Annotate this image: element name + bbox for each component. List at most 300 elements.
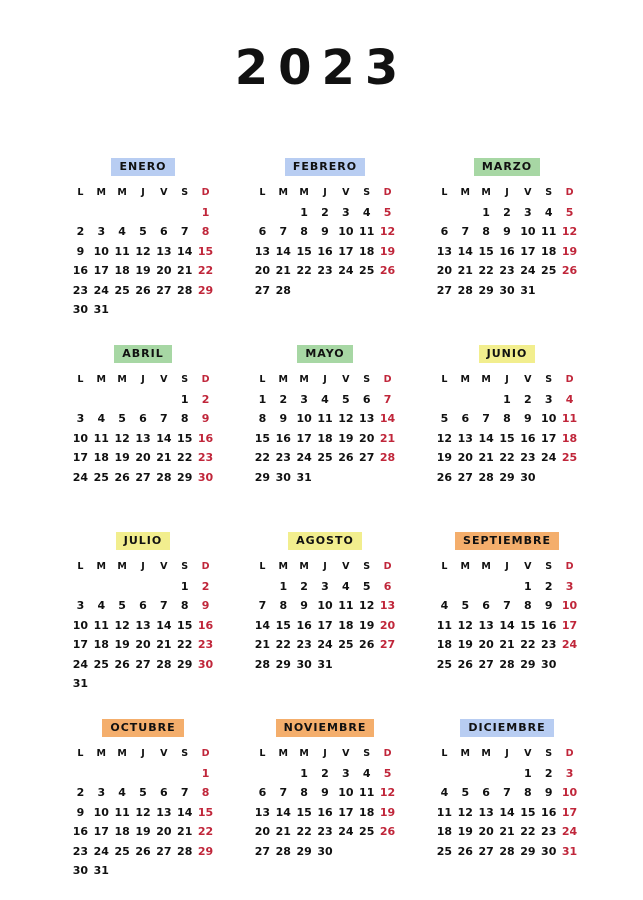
weekday-header: D xyxy=(565,374,574,385)
day-cell: 19 xyxy=(457,825,473,838)
day-cell: 18 xyxy=(338,618,354,632)
day-cell: 27 xyxy=(135,470,151,484)
day-cell: 19 xyxy=(338,431,354,445)
month-name: ENERO xyxy=(111,158,174,176)
day-cell: 20 xyxy=(457,451,473,464)
weekday-header: L xyxy=(441,374,448,385)
weekday-header: D xyxy=(383,748,392,759)
day-cell: 2 xyxy=(201,579,210,593)
empty-cell xyxy=(91,764,112,784)
day-cell: 13 xyxy=(156,244,172,258)
weekday-header: M xyxy=(481,748,491,759)
day-cell: 9 xyxy=(544,786,553,799)
day-cell: 4 xyxy=(544,205,553,219)
day-cell: 19 xyxy=(457,638,473,651)
day-cell: 12 xyxy=(135,244,151,258)
day-cell: 25 xyxy=(93,470,109,484)
day-cell: 6 xyxy=(160,225,168,238)
day-cell: 28 xyxy=(177,283,193,297)
day-cell: 24 xyxy=(541,451,557,464)
empty-cell xyxy=(476,764,497,784)
day-cell: 3 xyxy=(565,579,574,593)
weekday-header: V xyxy=(342,561,350,572)
day-grid xyxy=(70,183,216,320)
weekday-header: V xyxy=(160,748,168,759)
day-cell: 16 xyxy=(72,264,89,277)
day-cell: 10 xyxy=(317,599,333,612)
day-cell: 5 xyxy=(342,392,350,406)
day-cell: 9 xyxy=(76,805,85,819)
empty-cell xyxy=(497,764,518,784)
day-cell: 25 xyxy=(436,657,453,671)
day-cell: 17 xyxy=(72,451,89,464)
day-cell: 25 xyxy=(338,638,354,651)
day-cell: 23 xyxy=(520,451,536,464)
weekday-header: J xyxy=(323,374,327,385)
day-cell: 29 xyxy=(254,470,271,484)
day-cell: 27 xyxy=(254,283,271,297)
day-cell: 7 xyxy=(503,786,511,799)
month-name: OCTUBRE xyxy=(102,719,183,737)
day-cell: 19 xyxy=(436,451,453,464)
day-cell: 17 xyxy=(561,618,578,632)
day-cell: 15 xyxy=(520,805,536,819)
day-cell: 15 xyxy=(197,244,214,258)
day-cell: 9 xyxy=(279,412,288,425)
day-cell: 25 xyxy=(359,825,375,838)
weekday-header: L xyxy=(259,748,266,759)
empty-cell xyxy=(434,764,455,784)
day-cell: 4 xyxy=(440,786,449,799)
day-cell: 8 xyxy=(482,225,490,238)
empty-cell xyxy=(133,764,154,784)
day-cell: 14 xyxy=(499,805,515,819)
weekday-header: D xyxy=(565,748,574,759)
weekday-header: V xyxy=(524,187,532,198)
day-cell: 19 xyxy=(379,244,396,258)
day-cell: 6 xyxy=(139,599,147,612)
day-cell: 6 xyxy=(258,786,267,799)
day-cell: 27 xyxy=(478,844,494,858)
day-cell: 21 xyxy=(499,825,515,838)
day-cell: 3 xyxy=(524,205,532,219)
weekday-header: L xyxy=(77,187,84,198)
day-cell: 17 xyxy=(93,825,109,838)
weekday-header: S xyxy=(181,561,189,572)
empty-cell xyxy=(70,203,91,223)
month-enero xyxy=(70,158,216,336)
day-cell: 16 xyxy=(541,618,557,632)
day-cell: 26 xyxy=(457,844,473,858)
day-cell: 11 xyxy=(338,599,354,612)
day-cell: 20 xyxy=(135,638,151,651)
day-cell: 31 xyxy=(520,283,536,297)
month-name: SEPTIEMBRE xyxy=(455,532,559,550)
day-cell: 8 xyxy=(201,225,210,238)
day-cell: 30 xyxy=(72,864,89,877)
day-cell: 12 xyxy=(379,786,396,799)
day-cell: 28 xyxy=(499,844,515,858)
day-cell: 9 xyxy=(201,599,210,612)
day-cell: 19 xyxy=(135,264,151,277)
day-cell: 20 xyxy=(135,451,151,464)
weekday-header: D xyxy=(383,561,392,572)
weekday-header: J xyxy=(141,748,145,759)
day-cell: 25 xyxy=(359,264,375,277)
day-cell: 18 xyxy=(93,638,109,651)
weekday-header: D xyxy=(201,748,210,759)
day-cell: 18 xyxy=(359,805,375,819)
day-cell: 15 xyxy=(197,805,214,819)
day-cell: 22 xyxy=(520,825,536,838)
day-cell: 31 xyxy=(72,677,89,690)
day-cell: 22 xyxy=(499,451,515,464)
empty-cell xyxy=(70,390,91,410)
day-cell: 19 xyxy=(135,825,151,838)
day-cell: 28 xyxy=(177,844,193,858)
day-cell: 27 xyxy=(254,844,271,858)
empty-cell xyxy=(91,390,112,410)
day-cell: 16 xyxy=(72,825,89,838)
day-cell: 13 xyxy=(359,412,375,425)
day-cell: 11 xyxy=(93,618,109,632)
day-cell: 8 xyxy=(524,786,532,799)
day-cell: 14 xyxy=(499,618,515,632)
day-cell: 17 xyxy=(520,244,536,258)
day-grid xyxy=(434,183,580,300)
empty-cell xyxy=(153,203,174,223)
empty-cell xyxy=(133,203,154,223)
day-cell: 17 xyxy=(561,805,578,819)
day-grid xyxy=(70,744,216,881)
day-cell: 5 xyxy=(118,599,126,612)
day-cell: 10 xyxy=(520,225,536,238)
day-cell: 7 xyxy=(383,392,392,406)
day-cell: 6 xyxy=(482,599,490,612)
day-cell: 22 xyxy=(254,451,271,464)
weekday-header: M xyxy=(96,374,106,385)
day-cell: 13 xyxy=(135,618,151,632)
day-cell: 17 xyxy=(338,244,354,258)
day-cell: 6 xyxy=(440,225,449,238)
day-cell: 4 xyxy=(118,786,126,799)
day-cell: 9 xyxy=(321,786,329,799)
day-cell: 4 xyxy=(97,599,106,612)
day-cell: 30 xyxy=(499,283,515,297)
day-cell: 1 xyxy=(201,205,210,219)
day-cell: 11 xyxy=(541,225,557,238)
day-cell: 27 xyxy=(156,844,172,858)
month-octubre xyxy=(70,719,216,897)
day-cell: 28 xyxy=(457,283,473,297)
day-cell: 22 xyxy=(177,451,193,464)
day-cell: 1 xyxy=(279,579,288,593)
day-cell: 16 xyxy=(317,244,333,258)
day-cell: 5 xyxy=(440,412,449,425)
day-cell: 13 xyxy=(457,431,473,445)
day-cell: 24 xyxy=(520,264,536,277)
day-cell: 7 xyxy=(279,786,288,799)
day-cell: 10 xyxy=(93,805,109,819)
day-cell: 18 xyxy=(359,244,375,258)
day-cell: 15 xyxy=(177,431,193,445)
day-cell: 26 xyxy=(135,844,151,858)
weekday-header: M xyxy=(117,561,127,572)
day-cell: 28 xyxy=(275,283,291,297)
day-cell: 4 xyxy=(440,599,449,612)
month-name: DICIEMBRE xyxy=(460,719,553,737)
day-cell: 24 xyxy=(338,264,354,277)
day-cell: 27 xyxy=(436,283,453,297)
day-cell: 1 xyxy=(300,205,308,219)
day-cell: 30 xyxy=(296,657,312,671)
day-cell: 26 xyxy=(561,264,578,277)
day-cell: 13 xyxy=(478,618,494,632)
day-cell: 3 xyxy=(97,225,106,238)
day-cell: 9 xyxy=(300,599,308,612)
day-cell: 14 xyxy=(275,805,291,819)
day-cell: 14 xyxy=(379,412,396,425)
day-cell: 21 xyxy=(275,825,291,838)
day-cell: 18 xyxy=(93,451,109,464)
day-cell: 28 xyxy=(254,657,271,671)
day-cell: 18 xyxy=(541,244,557,258)
day-cell: 12 xyxy=(114,618,130,632)
day-grid xyxy=(434,370,580,487)
day-cell: 2 xyxy=(279,392,288,406)
day-cell: 29 xyxy=(197,283,214,297)
day-cell: 21 xyxy=(156,451,172,464)
day-grid xyxy=(252,370,398,487)
day-cell: 4 xyxy=(118,225,126,238)
day-cell: 23 xyxy=(197,638,214,651)
day-cell: 12 xyxy=(457,805,473,819)
day-cell: 17 xyxy=(296,431,312,445)
day-cell: 16 xyxy=(499,244,515,258)
weekday-header: M xyxy=(460,748,470,759)
day-cell: 1 xyxy=(300,766,308,780)
weekday-header: M xyxy=(278,561,288,572)
day-cell: 2 xyxy=(544,579,553,593)
day-cell: 23 xyxy=(72,283,89,297)
day-grid xyxy=(70,557,216,694)
day-cell: 30 xyxy=(541,657,557,671)
day-cell: 7 xyxy=(160,599,168,612)
day-cell: 3 xyxy=(321,579,329,593)
day-cell: 1 xyxy=(258,392,267,406)
day-cell: 3 xyxy=(544,392,553,406)
day-cell: 4 xyxy=(362,766,371,780)
weekday-header: M xyxy=(96,561,106,572)
day-cell: 5 xyxy=(461,786,470,799)
day-cell: 11 xyxy=(317,412,333,425)
day-cell: 23 xyxy=(541,825,557,838)
day-cell: 6 xyxy=(383,579,392,593)
weekday-header: J xyxy=(505,748,509,759)
empty-cell xyxy=(434,390,455,410)
day-cell: 15 xyxy=(296,244,312,258)
empty-cell xyxy=(133,577,154,597)
day-cell: 13 xyxy=(379,599,396,612)
weekday-header: V xyxy=(342,374,350,385)
day-cell: 14 xyxy=(177,244,193,258)
empty-cell xyxy=(70,577,91,597)
day-cell: 22 xyxy=(275,638,291,651)
weekday-header: M xyxy=(299,187,309,198)
day-cell: 14 xyxy=(156,431,172,445)
weekday-header: M xyxy=(96,748,106,759)
empty-cell xyxy=(112,577,133,597)
day-cell: 3 xyxy=(97,786,106,799)
empty-cell xyxy=(273,203,294,223)
day-cell: 2 xyxy=(544,766,553,780)
day-cell: 13 xyxy=(135,431,151,445)
day-cell: 12 xyxy=(379,225,396,238)
day-cell: 27 xyxy=(457,470,473,484)
empty-cell xyxy=(252,577,273,597)
weekday-header: M xyxy=(299,561,309,572)
day-cell: 18 xyxy=(114,825,130,838)
empty-cell xyxy=(476,577,497,597)
day-cell: 20 xyxy=(254,264,271,277)
day-cell: 2 xyxy=(321,205,329,219)
weekday-header: M xyxy=(460,374,470,385)
day-cell: 15 xyxy=(254,431,271,445)
day-cell: 9 xyxy=(503,225,511,238)
day-cell: 14 xyxy=(457,244,473,258)
day-cell: 26 xyxy=(436,470,453,484)
day-cell: 1 xyxy=(482,205,490,219)
weekday-header: J xyxy=(505,187,509,198)
day-cell: 26 xyxy=(379,264,396,277)
day-cell: 22 xyxy=(296,264,312,277)
day-cell: 8 xyxy=(258,412,267,425)
day-cell: 7 xyxy=(180,786,189,799)
day-cell: 29 xyxy=(177,657,193,671)
day-cell: 28 xyxy=(478,470,494,484)
empty-cell xyxy=(91,577,112,597)
day-cell: 15 xyxy=(499,431,515,445)
day-grid xyxy=(434,557,580,674)
day-cell: 14 xyxy=(275,244,291,258)
month-name: NOVIEMBRE xyxy=(276,719,375,737)
day-cell: 30 xyxy=(197,470,214,484)
day-cell: 26 xyxy=(135,283,151,297)
month-name: ABRIL xyxy=(114,345,171,363)
month-julio xyxy=(70,532,216,710)
day-cell: 5 xyxy=(362,579,371,593)
weekday-header: J xyxy=(505,561,509,572)
day-cell: 27 xyxy=(478,657,494,671)
weekday-header: S xyxy=(545,748,553,759)
day-cell: 16 xyxy=(296,618,312,632)
empty-cell xyxy=(174,203,195,223)
day-cell: 8 xyxy=(300,786,308,799)
empty-cell xyxy=(455,577,476,597)
weekday-header: J xyxy=(323,187,327,198)
day-cell: 6 xyxy=(139,412,147,425)
day-cell: 30 xyxy=(72,303,89,316)
weekday-header: D xyxy=(201,187,210,198)
day-cell: 1 xyxy=(524,579,532,593)
weekday-header: S xyxy=(545,561,553,572)
day-cell: 9 xyxy=(544,599,553,612)
empty-cell xyxy=(497,577,518,597)
day-cell: 2 xyxy=(503,205,511,219)
day-cell: 20 xyxy=(436,264,453,277)
weekday-header: D xyxy=(565,561,574,572)
day-cell: 15 xyxy=(177,618,193,632)
day-cell: 31 xyxy=(93,303,109,316)
day-cell: 22 xyxy=(197,825,214,838)
empty-cell xyxy=(252,203,273,223)
day-cell: 25 xyxy=(93,657,109,671)
day-cell: 16 xyxy=(197,431,214,445)
day-cell: 10 xyxy=(338,786,354,799)
day-cell: 2 xyxy=(76,225,85,238)
day-cell: 31 xyxy=(317,657,333,671)
empty-cell xyxy=(252,764,273,784)
day-cell: 21 xyxy=(177,264,193,277)
day-cell: 24 xyxy=(72,657,89,671)
day-cell: 8 xyxy=(180,599,189,612)
day-cell: 29 xyxy=(499,470,515,484)
day-cell: 14 xyxy=(254,618,271,632)
weekday-header: M xyxy=(481,561,491,572)
day-cell: 1 xyxy=(180,392,189,406)
weekday-header: V xyxy=(524,374,532,385)
day-cell: 24 xyxy=(296,451,312,464)
day-cell: 10 xyxy=(338,225,354,238)
day-cell: 10 xyxy=(72,431,89,445)
empty-cell xyxy=(133,390,154,410)
weekday-header: M xyxy=(481,187,491,198)
day-cell: 20 xyxy=(156,825,172,838)
day-cell: 26 xyxy=(114,657,130,671)
day-cell: 18 xyxy=(561,431,578,445)
day-cell: 11 xyxy=(561,412,578,425)
day-grid xyxy=(434,744,580,861)
day-cell: 21 xyxy=(457,264,473,277)
day-cell: 20 xyxy=(478,638,494,651)
day-cell: 27 xyxy=(156,283,172,297)
month-name: FEBRERO xyxy=(285,158,365,176)
day-cell: 14 xyxy=(156,618,172,632)
empty-cell xyxy=(112,203,133,223)
day-cell: 17 xyxy=(72,638,89,651)
month-abril xyxy=(70,345,216,523)
day-cell: 7 xyxy=(279,225,288,238)
month-mayo xyxy=(252,345,398,523)
weekday-header: V xyxy=(160,374,168,385)
weekday-header: J xyxy=(323,561,327,572)
day-cell: 2 xyxy=(524,392,532,406)
empty-cell xyxy=(434,203,455,223)
day-cell: 7 xyxy=(160,412,168,425)
day-cell: 22 xyxy=(296,825,312,838)
day-cell: 2 xyxy=(300,579,308,593)
day-cell: 30 xyxy=(541,844,557,858)
day-cell: 20 xyxy=(156,264,172,277)
day-cell: 5 xyxy=(139,786,147,799)
day-cell: 16 xyxy=(520,431,536,445)
day-cell: 30 xyxy=(275,470,291,484)
weekday-header: J xyxy=(141,374,145,385)
day-cell: 26 xyxy=(359,638,375,651)
day-cell: 29 xyxy=(197,844,214,858)
day-cell: 23 xyxy=(317,825,333,838)
day-cell: 24 xyxy=(561,638,578,651)
